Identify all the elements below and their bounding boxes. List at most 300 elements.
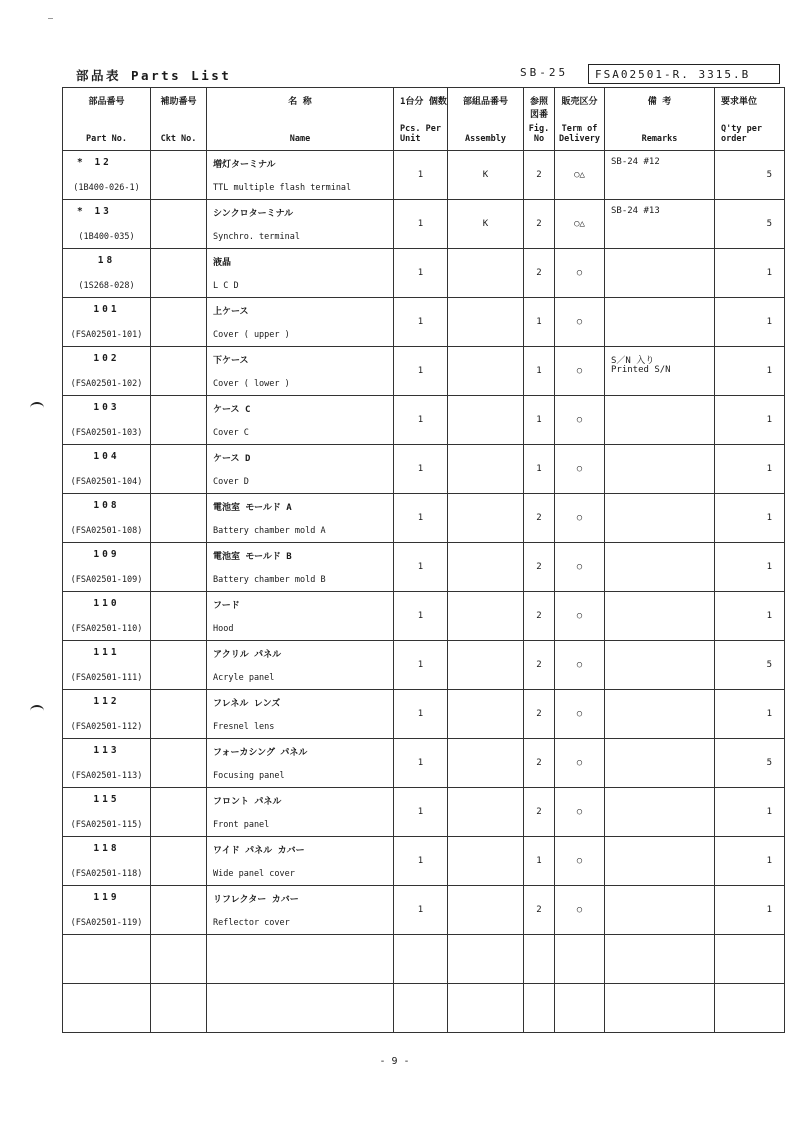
- fig-cell: [524, 788, 555, 837]
- blank-row: [63, 984, 785, 1033]
- assembly-cell: [448, 200, 524, 249]
- part-name-jp: 上ケース: [213, 307, 249, 317]
- part-no-cell: [63, 494, 151, 543]
- blank-cell: [605, 984, 715, 1033]
- table-row: [63, 543, 785, 592]
- term-of-delivery: ○: [576, 513, 583, 523]
- assembly-cell: [448, 396, 524, 445]
- blank-cell: [448, 984, 524, 1033]
- blank-cell: [524, 935, 555, 984]
- table-row: [63, 837, 785, 886]
- part-code: (FSA02501-118): [70, 869, 143, 879]
- term-cell: [555, 249, 605, 298]
- name-cell: [207, 739, 394, 788]
- assembly-cell: [448, 298, 524, 347]
- remark-line-1: S／N 入り: [611, 356, 655, 366]
- part-code: (1B400-026-1): [73, 183, 140, 193]
- ckt-no-cell: [151, 592, 207, 641]
- part-no-cell: [63, 445, 151, 494]
- blank-cell: [524, 984, 555, 1033]
- pcs-per-unit: 1: [417, 366, 424, 376]
- qty-per-order: 1: [766, 905, 772, 915]
- fig-cell: [524, 543, 555, 592]
- part-number: 109: [93, 549, 120, 560]
- part-code: (FSA02501-113): [70, 771, 143, 781]
- term-of-delivery: ○: [576, 366, 583, 376]
- fig-number: 1: [536, 317, 542, 327]
- pcs-per-unit: 1: [417, 219, 424, 229]
- pcs-per-unit: 1: [417, 709, 424, 719]
- qty-cell: [715, 543, 785, 592]
- qty-per-order: 1: [766, 856, 772, 866]
- scan-speck: [48, 18, 53, 19]
- remarks-cell: [605, 347, 715, 396]
- qty-cell: [715, 641, 785, 690]
- part-name-jp: フレネル レンズ: [213, 699, 281, 709]
- part-name-en: Battery chamber mold A: [213, 526, 326, 536]
- part-number: 104: [93, 451, 120, 462]
- qty-per-order: 5: [766, 758, 772, 768]
- assembly-cell: [448, 543, 524, 592]
- table-row: [63, 445, 785, 494]
- qty-per-order: 1: [766, 317, 772, 327]
- pcs-per-unit: 1: [417, 807, 424, 817]
- fig-cell: [524, 298, 555, 347]
- term-of-delivery: ○: [576, 660, 583, 670]
- remarks-cell: [605, 298, 715, 347]
- assembly-code: K: [482, 170, 489, 180]
- parts-table: [62, 87, 785, 1033]
- document-title: 部品表 Parts List: [76, 68, 232, 83]
- assembly-cell: [448, 494, 524, 543]
- remark-line-2: Printed S/N: [611, 365, 671, 375]
- part-name-jp: ケース D: [213, 454, 251, 464]
- model-number: SB-25: [520, 66, 569, 79]
- remarks-cell: [605, 249, 715, 298]
- qty-cell: [715, 347, 785, 396]
- name-cell: [207, 347, 394, 396]
- table-row: [63, 249, 785, 298]
- part-name-en: L C D: [213, 281, 239, 291]
- part-number: 103: [93, 402, 120, 413]
- blank-cell: [63, 935, 151, 984]
- part-no-cell: [63, 347, 151, 396]
- punch-hole-mark: [30, 705, 44, 717]
- qty-cell: [715, 298, 785, 347]
- fig-cell: [524, 347, 555, 396]
- qty-cell: [715, 494, 785, 543]
- part-name-jp: 液晶: [213, 258, 232, 268]
- pcs-per-unit: 1: [417, 464, 424, 474]
- part-number: * 12: [77, 157, 112, 168]
- term-of-delivery: ○: [576, 268, 583, 278]
- qty-per-order: 5: [766, 219, 772, 229]
- fig-number: 2: [536, 562, 542, 572]
- part-number: 115: [93, 794, 120, 805]
- blank-cell: [715, 984, 785, 1033]
- name-cell: [207, 641, 394, 690]
- part-code: (1B400-035): [78, 232, 135, 242]
- part-name-jp: アクリル パネル: [213, 650, 282, 660]
- table-row: [63, 200, 785, 249]
- part-name-jp: 下ケース: [213, 356, 249, 366]
- header-remarks: 備 考 Remarks: [605, 88, 715, 151]
- qty-per-order: 1: [766, 709, 772, 719]
- pcs-cell: [394, 200, 448, 249]
- table-row: [63, 886, 785, 935]
- term-of-delivery: ○: [576, 856, 583, 866]
- pcs-cell: [394, 445, 448, 494]
- pcs-per-unit: 1: [417, 856, 424, 866]
- qty-per-order: 1: [766, 268, 772, 278]
- term-of-delivery: ○: [576, 758, 583, 768]
- fig-number: 2: [536, 905, 542, 915]
- pcs-per-unit: 1: [417, 317, 424, 327]
- part-name-en: Reflector cover: [213, 918, 290, 928]
- remarks-cell: [605, 739, 715, 788]
- header-assembly: 部組品番号 Assembly: [448, 88, 524, 151]
- fig-cell: [524, 886, 555, 935]
- document-number: FSA02501-R. 3315.B: [588, 64, 780, 84]
- ckt-no-cell: [151, 249, 207, 298]
- term-cell: [555, 788, 605, 837]
- part-code: (FSA02501-109): [70, 575, 143, 585]
- remarks-cell: [605, 592, 715, 641]
- name-cell: [207, 445, 394, 494]
- header-term-of-delivery: 販売区分 Term of Delivery: [555, 88, 605, 151]
- name-cell: [207, 788, 394, 837]
- qty-cell: [715, 445, 785, 494]
- fig-number: 1: [536, 366, 542, 376]
- header-part-no: 部品番号 Part No.: [63, 88, 151, 151]
- fig-number: 2: [536, 758, 542, 768]
- pcs-cell: [394, 151, 448, 200]
- term-cell: [555, 641, 605, 690]
- remarks-cell: [605, 494, 715, 543]
- qty-per-order: 1: [766, 513, 772, 523]
- fig-number: 2: [536, 170, 542, 180]
- table-header-row: [63, 88, 785, 151]
- blank-cell: [605, 935, 715, 984]
- fig-number: 2: [536, 709, 542, 719]
- qty-cell: [715, 200, 785, 249]
- header-qty-per-order: 要求単位 Q'ty per order: [715, 88, 785, 151]
- term-cell: [555, 592, 605, 641]
- table-row: [63, 347, 785, 396]
- table-row: [63, 298, 785, 347]
- title-bar: [76, 64, 784, 86]
- blank-cell: [394, 984, 448, 1033]
- part-name-jp: 増灯ターミナル: [213, 160, 276, 170]
- table-row: [63, 788, 785, 837]
- part-name-en: Cover D: [213, 477, 249, 487]
- part-code: (FSA02501-108): [70, 526, 143, 536]
- fig-cell: [524, 200, 555, 249]
- remarks-cell: [605, 690, 715, 739]
- term-of-delivery: ○: [576, 709, 583, 719]
- name-cell: [207, 837, 394, 886]
- remarks-cell: [605, 200, 715, 249]
- header-pcs-per-unit: 1台分 個数 Pcs. Per Unit: [394, 88, 448, 151]
- part-no-cell: [63, 543, 151, 592]
- blank-cell: [555, 935, 605, 984]
- pcs-cell: [394, 347, 448, 396]
- ckt-no-cell: [151, 494, 207, 543]
- ckt-no-cell: [151, 151, 207, 200]
- name-cell: [207, 200, 394, 249]
- part-name-en: Cover ( upper ): [213, 330, 290, 340]
- part-code: (FSA02501-102): [70, 379, 143, 389]
- term-of-delivery: ○: [576, 807, 583, 817]
- part-no-cell: [63, 886, 151, 935]
- part-number: 112: [93, 696, 120, 707]
- fig-number: 1: [536, 464, 542, 474]
- assembly-cell: [448, 151, 524, 200]
- assembly-cell: [448, 445, 524, 494]
- name-cell: [207, 886, 394, 935]
- part-no-cell: [63, 151, 151, 200]
- name-cell: [207, 396, 394, 445]
- part-number: 110: [93, 598, 120, 609]
- part-number: * 13: [77, 206, 112, 217]
- part-name-en: Cover C: [213, 428, 249, 438]
- part-no-cell: [63, 200, 151, 249]
- pcs-per-unit: 1: [417, 905, 424, 915]
- qty-per-order: 5: [766, 170, 772, 180]
- part-number: 18: [97, 255, 116, 266]
- remark-line-1: SB-24 #12: [611, 157, 660, 167]
- part-code: (FSA02501-110): [70, 624, 143, 634]
- assembly-cell: [448, 739, 524, 788]
- fig-cell: [524, 396, 555, 445]
- term-of-delivery: ○△: [574, 219, 585, 229]
- remarks-cell: [605, 837, 715, 886]
- pcs-per-unit: 1: [417, 415, 424, 425]
- part-no-cell: [63, 396, 151, 445]
- assembly-cell: [448, 347, 524, 396]
- pcs-cell: [394, 788, 448, 837]
- fig-number: 2: [536, 513, 542, 523]
- table-row: [63, 739, 785, 788]
- fig-number: 1: [536, 856, 542, 866]
- qty-cell: [715, 151, 785, 200]
- ckt-no-cell: [151, 298, 207, 347]
- blank-cell: [715, 935, 785, 984]
- term-cell: [555, 347, 605, 396]
- term-of-delivery: ○: [576, 317, 583, 327]
- page-number: - 9 -: [379, 1056, 410, 1067]
- assembly-cell: [448, 592, 524, 641]
- part-number: 101: [93, 304, 120, 315]
- term-cell: [555, 494, 605, 543]
- part-no-cell: [63, 641, 151, 690]
- part-name-jp: 電池室 モールド A: [213, 503, 292, 513]
- part-name-jp: 電池室 モールド B: [213, 552, 292, 562]
- part-name-en: Fresnel lens: [213, 722, 275, 732]
- part-no-cell: [63, 739, 151, 788]
- ckt-no-cell: [151, 837, 207, 886]
- qty-cell: [715, 249, 785, 298]
- part-name-jp: フロント パネル: [213, 797, 282, 807]
- assembly-code: K: [482, 219, 489, 229]
- qty-cell: [715, 396, 785, 445]
- part-no-cell: [63, 690, 151, 739]
- part-code: (FSA02501-119): [70, 918, 143, 928]
- assembly-cell: [448, 837, 524, 886]
- fig-cell: [524, 494, 555, 543]
- pcs-per-unit: 1: [417, 562, 424, 572]
- part-name-en: Hood: [213, 624, 234, 634]
- part-number: 119: [93, 892, 120, 903]
- remark-line-1: SB-24 #13: [611, 206, 660, 216]
- part-code: (FSA02501-111): [70, 673, 143, 683]
- part-name-jp: ワイド パネル カバー: [213, 846, 305, 856]
- part-name-en: Cover ( lower ): [213, 379, 290, 389]
- term-cell: [555, 886, 605, 935]
- pcs-cell: [394, 494, 448, 543]
- part-name-jp: ケース C: [213, 405, 251, 415]
- blank-cell: [448, 935, 524, 984]
- assembly-cell: [448, 886, 524, 935]
- blank-row: [63, 935, 785, 984]
- qty-per-order: 1: [766, 611, 772, 621]
- pcs-cell: [394, 396, 448, 445]
- remarks-cell: [605, 543, 715, 592]
- blank-cell: [207, 984, 394, 1033]
- term-of-delivery: ○: [576, 464, 583, 474]
- fig-number: 1: [536, 415, 542, 425]
- header-name: 名 称 Name: [207, 88, 394, 151]
- fig-cell: [524, 592, 555, 641]
- part-no-cell: [63, 592, 151, 641]
- remarks-cell: [605, 886, 715, 935]
- term-of-delivery: ○△: [574, 170, 585, 180]
- fig-number: 2: [536, 268, 542, 278]
- qty-per-order: 5: [766, 660, 772, 670]
- ckt-no-cell: [151, 347, 207, 396]
- pcs-cell: [394, 739, 448, 788]
- table-row: [63, 151, 785, 200]
- part-no-cell: [63, 298, 151, 347]
- blank-cell: [151, 935, 207, 984]
- remarks-cell: [605, 151, 715, 200]
- pcs-cell: [394, 837, 448, 886]
- term-of-delivery: ○: [576, 905, 583, 915]
- fig-cell: [524, 641, 555, 690]
- remarks-cell: [605, 641, 715, 690]
- ckt-no-cell: [151, 641, 207, 690]
- fig-cell: [524, 249, 555, 298]
- part-name-en: Battery chamber mold B: [213, 575, 326, 585]
- fig-cell: [524, 837, 555, 886]
- term-cell: [555, 739, 605, 788]
- qty-cell: [715, 886, 785, 935]
- assembly-cell: [448, 249, 524, 298]
- term-of-delivery: ○: [576, 415, 583, 425]
- qty-per-order: 1: [766, 415, 772, 425]
- pcs-per-unit: 1: [417, 170, 424, 180]
- table-row: [63, 494, 785, 543]
- pcs-per-unit: 1: [417, 758, 424, 768]
- fig-number: 2: [536, 807, 542, 817]
- fig-cell: [524, 445, 555, 494]
- pcs-cell: [394, 298, 448, 347]
- blank-cell: [151, 984, 207, 1033]
- term-cell: [555, 445, 605, 494]
- fig-cell: [524, 739, 555, 788]
- name-cell: [207, 151, 394, 200]
- ckt-no-cell: [151, 788, 207, 837]
- ckt-no-cell: [151, 543, 207, 592]
- pcs-cell: [394, 886, 448, 935]
- part-no-cell: [63, 788, 151, 837]
- part-code: (FSA02501-101): [70, 330, 143, 340]
- ckt-no-cell: [151, 739, 207, 788]
- ckt-no-cell: [151, 200, 207, 249]
- name-cell: [207, 494, 394, 543]
- ckt-no-cell: [151, 886, 207, 935]
- name-cell: [207, 592, 394, 641]
- fig-cell: [524, 690, 555, 739]
- part-no-cell: [63, 249, 151, 298]
- part-no-cell: [63, 837, 151, 886]
- qty-cell: [715, 690, 785, 739]
- assembly-cell: [448, 641, 524, 690]
- blank-cell: [63, 984, 151, 1033]
- part-name-jp: フォーカシング パネル: [213, 748, 308, 758]
- assembly-cell: [448, 788, 524, 837]
- part-number: 111: [93, 647, 120, 658]
- pcs-cell: [394, 543, 448, 592]
- punch-hole-mark: [30, 402, 44, 414]
- part-name-en: Front panel: [213, 820, 270, 830]
- term-cell: [555, 396, 605, 445]
- pcs-per-unit: 1: [417, 611, 424, 621]
- pcs-cell: [394, 249, 448, 298]
- table-row: [63, 396, 785, 445]
- part-code: (FSA02501-115): [70, 820, 143, 830]
- ckt-no-cell: [151, 690, 207, 739]
- part-name-jp: シンクロターミナル: [213, 209, 294, 219]
- qty-per-order: 1: [766, 562, 772, 572]
- part-name-jp: リフレクター カバー: [213, 895, 299, 905]
- qty-cell: [715, 592, 785, 641]
- pcs-per-unit: 1: [417, 513, 424, 523]
- term-cell: [555, 298, 605, 347]
- term-cell: [555, 200, 605, 249]
- part-number: 102: [93, 353, 120, 364]
- qty-cell: [715, 788, 785, 837]
- ckt-no-cell: [151, 445, 207, 494]
- header-fig-no: 参照 図番 Fig. No: [524, 88, 555, 151]
- pcs-cell: [394, 641, 448, 690]
- remarks-cell: [605, 396, 715, 445]
- part-number: 108: [93, 500, 120, 511]
- table-row: [63, 592, 785, 641]
- fig-number: 2: [536, 219, 542, 229]
- name-cell: [207, 543, 394, 592]
- part-name-en: Synchro. terminal: [213, 232, 300, 242]
- assembly-cell: [448, 690, 524, 739]
- table-row: [63, 641, 785, 690]
- part-code: (1S268-028): [78, 281, 135, 291]
- part-code: (FSA02501-103): [70, 428, 143, 438]
- term-cell: [555, 690, 605, 739]
- part-number: 118: [93, 843, 120, 854]
- header-ckt-no: 補助番号 Ckt No.: [151, 88, 207, 151]
- pcs-per-unit: 1: [417, 268, 424, 278]
- fig-number: 2: [536, 660, 542, 670]
